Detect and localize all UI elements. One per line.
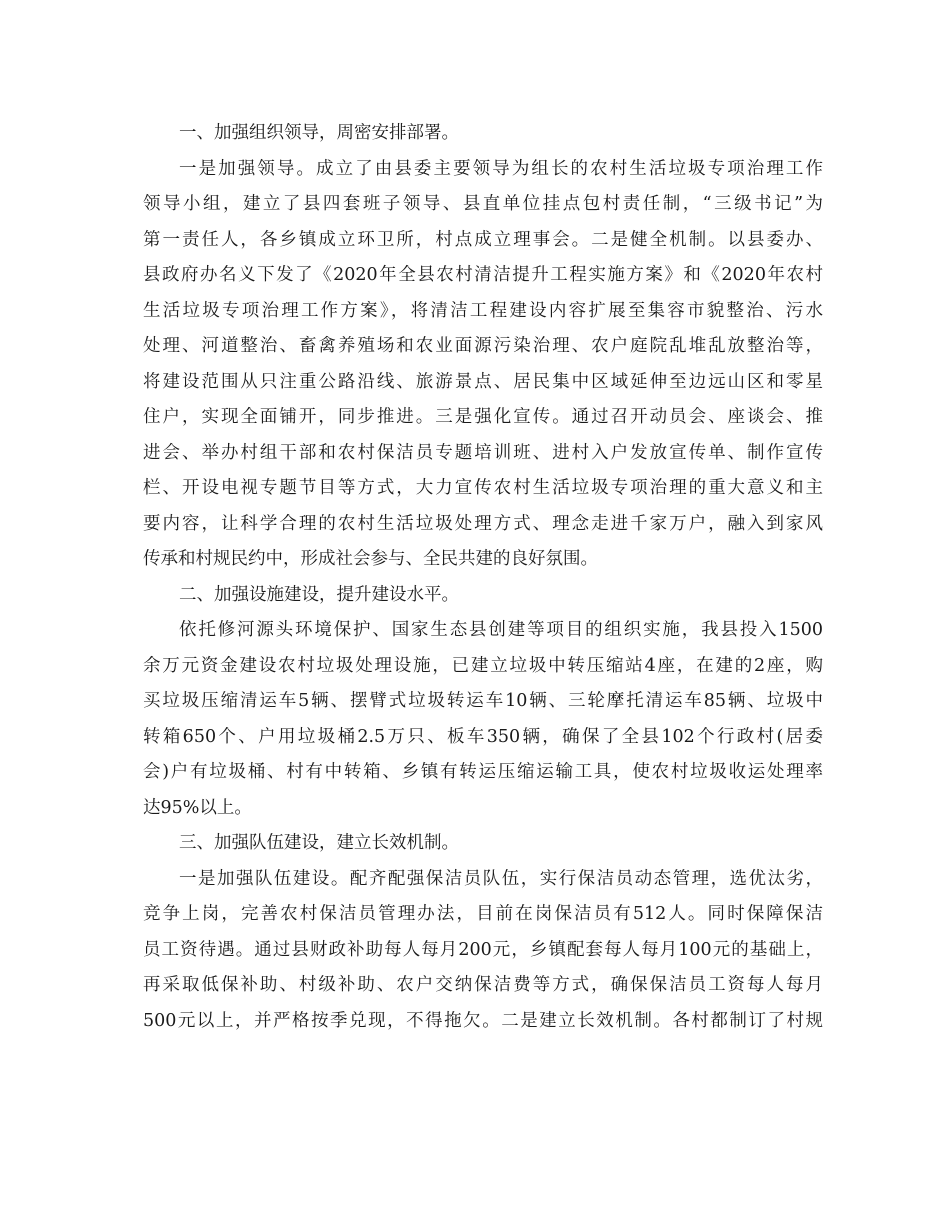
paragraph-line: 500元以上，并严格按季兑现，不得拖欠。二是建立长效机制。各村都制订了村规 xyxy=(143,1010,823,1031)
paragraph-line: 传承和村规民约中，形成社会参与、全民共建的良好氛围。 xyxy=(143,549,598,569)
paragraph-line: 一是加强领导。成立了由县委主要领导为组长的农村生活垃圾专项治理工作 xyxy=(179,158,823,179)
paragraph-line: 一是加强队伍建设。配齐配强保洁员队伍，实行保洁员动态管理，选优汰劣， xyxy=(179,868,823,889)
paragraph-line: 生活垃圾专项治理工作方案》，将清洁工程建设内容扩展至集容市貌整治、污水 xyxy=(143,300,823,321)
paragraph-line: 余万元资金建设农村垃圾处理设施，已建立垃圾中转压缩站4座，在建的2座，购 xyxy=(143,655,823,676)
paragraph-line: 住户，实现全面铺开，同步推进。三是强化宣传。通过召开动员会、座谈会、推 xyxy=(143,407,823,427)
paragraph-line: 进会、举办村组干部和农村保洁员专题培训班、进村入户发放宣传单、制作宣传 xyxy=(143,442,823,463)
paragraph-line: 第一责任人，各乡镇成立环卫所，村点成立理事会。二是健全机制。以县委办、 xyxy=(143,229,823,250)
section-heading: 二、加强设施建设，提升建设水平。 xyxy=(179,584,459,605)
paragraph-line: 领导小组，建立了县四套班子领导、县直单位挂点包村责任制，“三级书记”为 xyxy=(143,194,823,214)
paragraph-line: 栏、开设电视专题节目等方式，大力宣传农村生活垃圾专项治理的重大意义和主 xyxy=(143,478,823,498)
paragraph-line: 转箱650个、户用垃圾桶2.5万只、板车350辆，确保了全县102个行政村(居委 xyxy=(143,726,823,747)
paragraph-line: 县政府办名义下发了《2020年全县农村清洁提升工程实施方案》和《2020年农村 xyxy=(143,265,823,285)
paragraph-line: 要内容，让科学合理的农村生活垃圾处理方式、理念走进千家万户，融入到家风 xyxy=(143,513,823,534)
paragraph-line: 买垃圾压缩清运车5辆、摆臂式垃圾转运车10辆、三轮摩托清运车85辆、垃圾中 xyxy=(143,691,823,711)
paragraph-line: 处理、河道整治、畜禽养殖场和农业面源污染治理、农户庭院乱堆乱放整治等， xyxy=(143,336,823,356)
section-heading: 三、加强队伍建设，建立长效机制。 xyxy=(179,833,459,853)
document-body xyxy=(143,116,823,1039)
paragraph-line: 将建设范围从只注重公路沿线、旅游景点、居民集中区域延伸至边远山区和零星 xyxy=(143,371,823,392)
paragraph-line: 员工资待遇。通过县财政补助每人每月200元，乡镇配套每人每月100元的基础上， xyxy=(143,939,823,960)
paragraph-line: 达95%以上。 xyxy=(143,797,252,818)
paragraph-line: 会)户有垃圾桶、村有中转箱、乡镇有转运压缩运输工具，使农村垃圾收运处理率 xyxy=(143,762,823,782)
paragraph-line: 再采取低保补助、村级补助、农户交纳保洁费等方式，确保保洁员工资每人每月 xyxy=(143,975,823,995)
paragraph-line: 竞争上岗，完善农村保洁员管理办法，目前在岗保洁员有512人。同时保障保洁 xyxy=(143,904,823,924)
section-heading: 一、加强组织领导，周密安排部署。 xyxy=(179,123,459,143)
paragraph-line: 依托修河源头环境保护、国家生态县创建等项目的组织实施，我县投入1500 xyxy=(179,620,823,640)
